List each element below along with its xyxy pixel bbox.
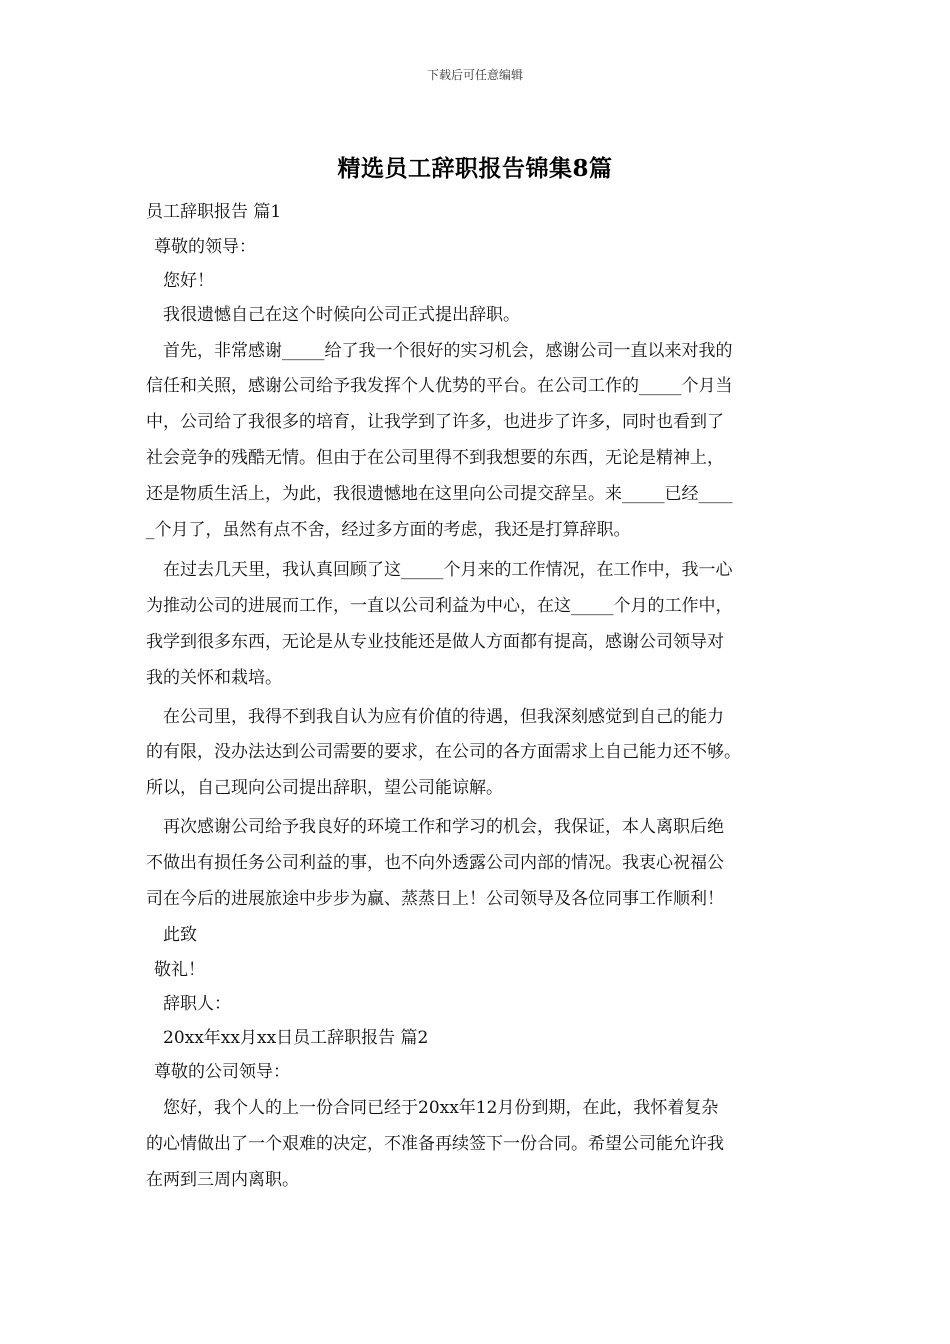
paragraph-line: 信任和关照，感谢公司给予我发挥个人优势的平台。在公司工作的_____个月当 [146,376,733,396]
section-heading: 员工辞职报告 篇1 [146,202,282,222]
paragraph-line: 再次感谢公司给予我良好的环境工作和学习的机会，我保证，本人离职后绝 [163,817,724,837]
paragraph-line: 中，公司给了我很多的培育，让我学到了许多，也进步了许多，同时也看到了 [146,412,724,432]
header-note: 下载后可任意编辑 [426,68,523,82]
paragraph-line: 所以，自己现向公司提出辞职，望公司能谅解。 [146,778,503,798]
paragraph-line: 不做出有损任务公司利益的事，也不向外透露公司内部的情况。我衷心祝福公 [146,853,724,873]
paragraph-line: 在过去几天里，我认真回顾了这_____个月来的工作情况，在工作中，我一心 [163,560,733,580]
paragraph-line: 还是物质生活上，为此，我很遗憾地在这里向公司提交辞呈。来_____已经____ [146,484,733,504]
salutation: 尊敬的公司领导： [154,1062,290,1082]
date-and-heading: 20xx年xx月xx日员工辞职报告 篇2 [163,1028,429,1048]
paragraph-line: 您好，我个人的上一份合同已经于20xx年12月份到期，在此，我怀着复杂 [163,1098,719,1118]
paragraph-line: 在两到三周内离职。 [146,1170,299,1190]
signature-label: 辞职人： [163,994,231,1014]
paragraph-line: 的有限，没办法达到公司需要的要求，在公司的各方面需求上自己能力还不够。 [146,742,741,762]
paragraph-line: 的心情做出了一个艰难的决定，不准备再续签下一份合同。希望公司能允许我 [146,1134,724,1154]
paragraph-line: 社会竞争的残酷无情。但由于在公司里得不到我想要的东西，无论是精神上， [146,448,724,468]
paragraph-line: _个月了，虽然有点不舍，经过多方面的考虑，我还是打算辞职。 [146,520,631,540]
paragraph-line: 司在今后的进展旅途中步步为赢、蒸蒸日上！公司领导及各位同事工作顺利！ [146,889,724,909]
salutation: 尊敬的领导： [154,237,256,257]
paragraph-line: 我很遗憾自己在这个时候向公司正式提出辞职。 [163,305,520,325]
paragraph-line: 为推动公司的进展而工作，一直以公司利益为中心，在这_____个月的工作中， [146,596,733,616]
paragraph-line: 在公司里，我得不到我自认为应有价值的待遇，但我深刻感觉到自己的能力 [163,707,724,727]
closing-regards: 敬礼！ [154,960,205,980]
closing-line: 此致 [163,925,197,945]
document-title: 精选员工辞职报告锦集8篇 [337,155,613,182]
paragraph-line: 我学到很多东西，无论是从专业技能还是做人方面都有提高，感谢公司领导对 [146,632,724,652]
paragraph-line: 我的关怀和栽培。 [146,668,282,688]
paragraph-line: 首先，非常感谢_____给了我一个很好的实习机会，感谢公司一直以来对我的 [163,341,733,361]
greeting: 您好！ [163,271,214,291]
